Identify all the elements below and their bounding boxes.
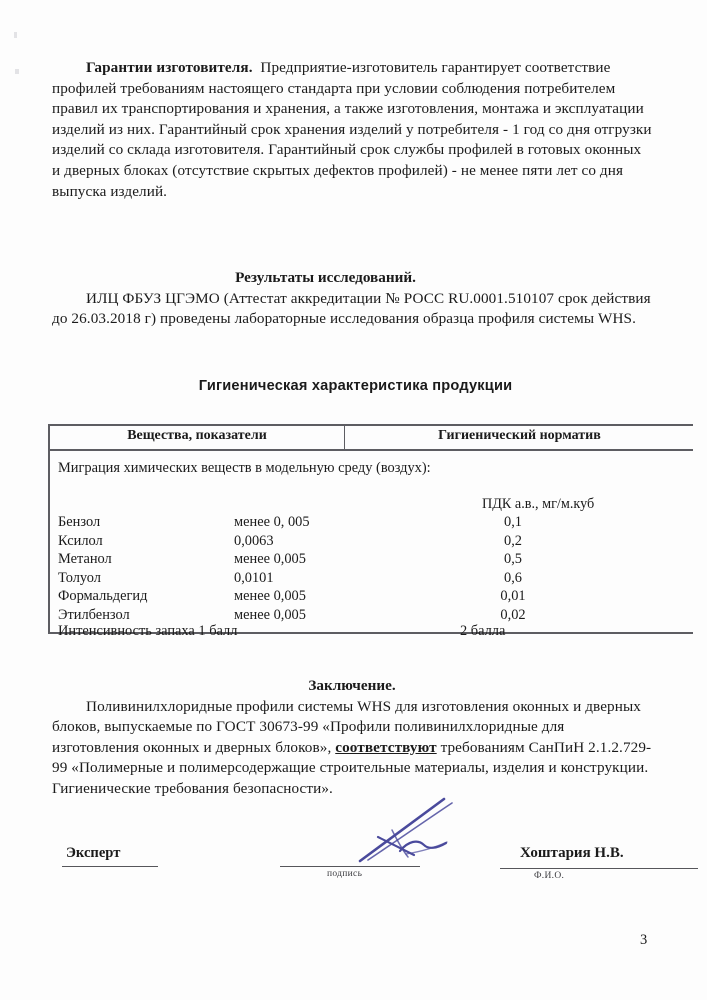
conclusion-section: [52, 676, 652, 800]
substance-measured: 0,0101: [234, 569, 274, 586]
conclusion-text-part1: Поливинилхлоридные профили системы WHS для изготовления оконных и дверных блоков, выпускаемые по ГОСТ 30673-99 «Профили поливинилхлоридные для изготовления оконных и дверных блоков»,: [52, 697, 641, 756]
substance-measured: менее 0,005: [234, 606, 306, 623]
table-units-label: ПДК а.в., мг/м.куб: [482, 496, 595, 512]
table-row: [48, 570, 693, 589]
table-header-border: [48, 449, 693, 451]
substance-measured: менее 0,005: [234, 551, 306, 568]
substance-measured: менее 0,005: [234, 588, 306, 605]
guarantee-body: Предприятие-изготовитель гарантирует соответствие профилей требованиям настоящего стандарта при условии соблюдения потребителем правил их транспортирования и хранения, а также изготовления, монтажа и эксплуатации изделий из них. Гарантийный срок хранения изделий у потребителя - 1 год со дня отгрузки изделий со склада изготовителя. Гарантийный срок службы профилей в готовых оконных и дверных блоках (отсутствие скрытых дефектов профилей) - не менее пяти лет со дня выпуска изделий.: [52, 59, 652, 200]
substance-name: Ксилол: [58, 532, 103, 549]
section-title: Гигиеническая характеристика продукции: [198, 378, 513, 394]
results-heading: Результаты исследований.: [235, 269, 416, 286]
table-row: [48, 551, 693, 570]
fio-caption: Ф.И.О.: [534, 871, 565, 881]
handwritten-signature-icon: [348, 797, 478, 871]
conclusion-text-part2: требованиям СанПиН 2.1.2.729-99 «Полимерные и полимерсодержащие строительные материалы, изделия и конструкции. Гигиенические требования безопасности».: [52, 738, 652, 797]
table-body: [48, 514, 693, 626]
table-row: [48, 533, 693, 552]
substance-norm: 0,01: [500, 588, 526, 605]
signature-block: [48, 845, 698, 895]
substance-name: Бензол: [58, 514, 101, 530]
results-body: ИЛЦ ФБУЗ ЦГЭМО (Аттестат аккредитации № РОСС RU.0001.510107 срок действия до 26.03.2018 г) проведены лабораторные исследования образца профиля системы WHS.: [52, 289, 651, 328]
substance-name: Толуол: [58, 569, 101, 586]
table-header-norm: Гигиенический норматив: [438, 428, 601, 443]
table-row: [48, 514, 693, 533]
name-underline: [500, 868, 698, 869]
substance-measured: 0,0063: [234, 532, 274, 549]
signature-underline: [280, 866, 420, 867]
substance-name: Этилбензол: [58, 606, 130, 623]
signature-caption: подпись: [327, 869, 363, 879]
substance-norm: 0,5: [504, 551, 522, 568]
substance-norm: 0,2: [504, 532, 522, 549]
odour-label: Интенсивность запаха 1 балл: [58, 623, 238, 639]
substance-norm: 0,02: [500, 606, 526, 623]
expert-name: Хоштария Н.В.: [520, 845, 624, 861]
scan-artifact-speck: [14, 32, 17, 38]
conclusion-heading: Заключение.: [308, 677, 396, 694]
conclusion-emphasis: соответствуют: [335, 738, 437, 756]
results-section: [52, 268, 659, 330]
table-intro-row: Миграция химических веществ в модельную среду (воздух):: [58, 460, 431, 476]
substance-name: Формальдегид: [58, 588, 148, 605]
scan-artifact-speck: [15, 69, 19, 74]
page-number: 3: [640, 932, 648, 948]
hygiene-table: [48, 424, 693, 659]
odour-norm: 2 балла: [460, 623, 506, 639]
substance-norm: 0,1: [504, 514, 522, 530]
table-top-border: [48, 424, 693, 426]
substance-norm: 0,6: [504, 569, 522, 586]
conclusion-paragraph: [52, 697, 652, 800]
expert-label: Эксперт: [66, 845, 121, 861]
guarantee-section: [52, 58, 652, 202]
expert-underline: [62, 866, 158, 867]
guarantee-paragraph: [52, 58, 652, 202]
table-header-substances: Вещества, показатели: [127, 428, 267, 443]
substance-name: Метанол: [58, 551, 112, 568]
results-paragraph: [52, 289, 659, 330]
guarantee-heading: Гарантии изготовителя.: [86, 59, 253, 76]
table-row: [48, 588, 693, 607]
substance-measured: менее 0, 005: [234, 514, 310, 530]
